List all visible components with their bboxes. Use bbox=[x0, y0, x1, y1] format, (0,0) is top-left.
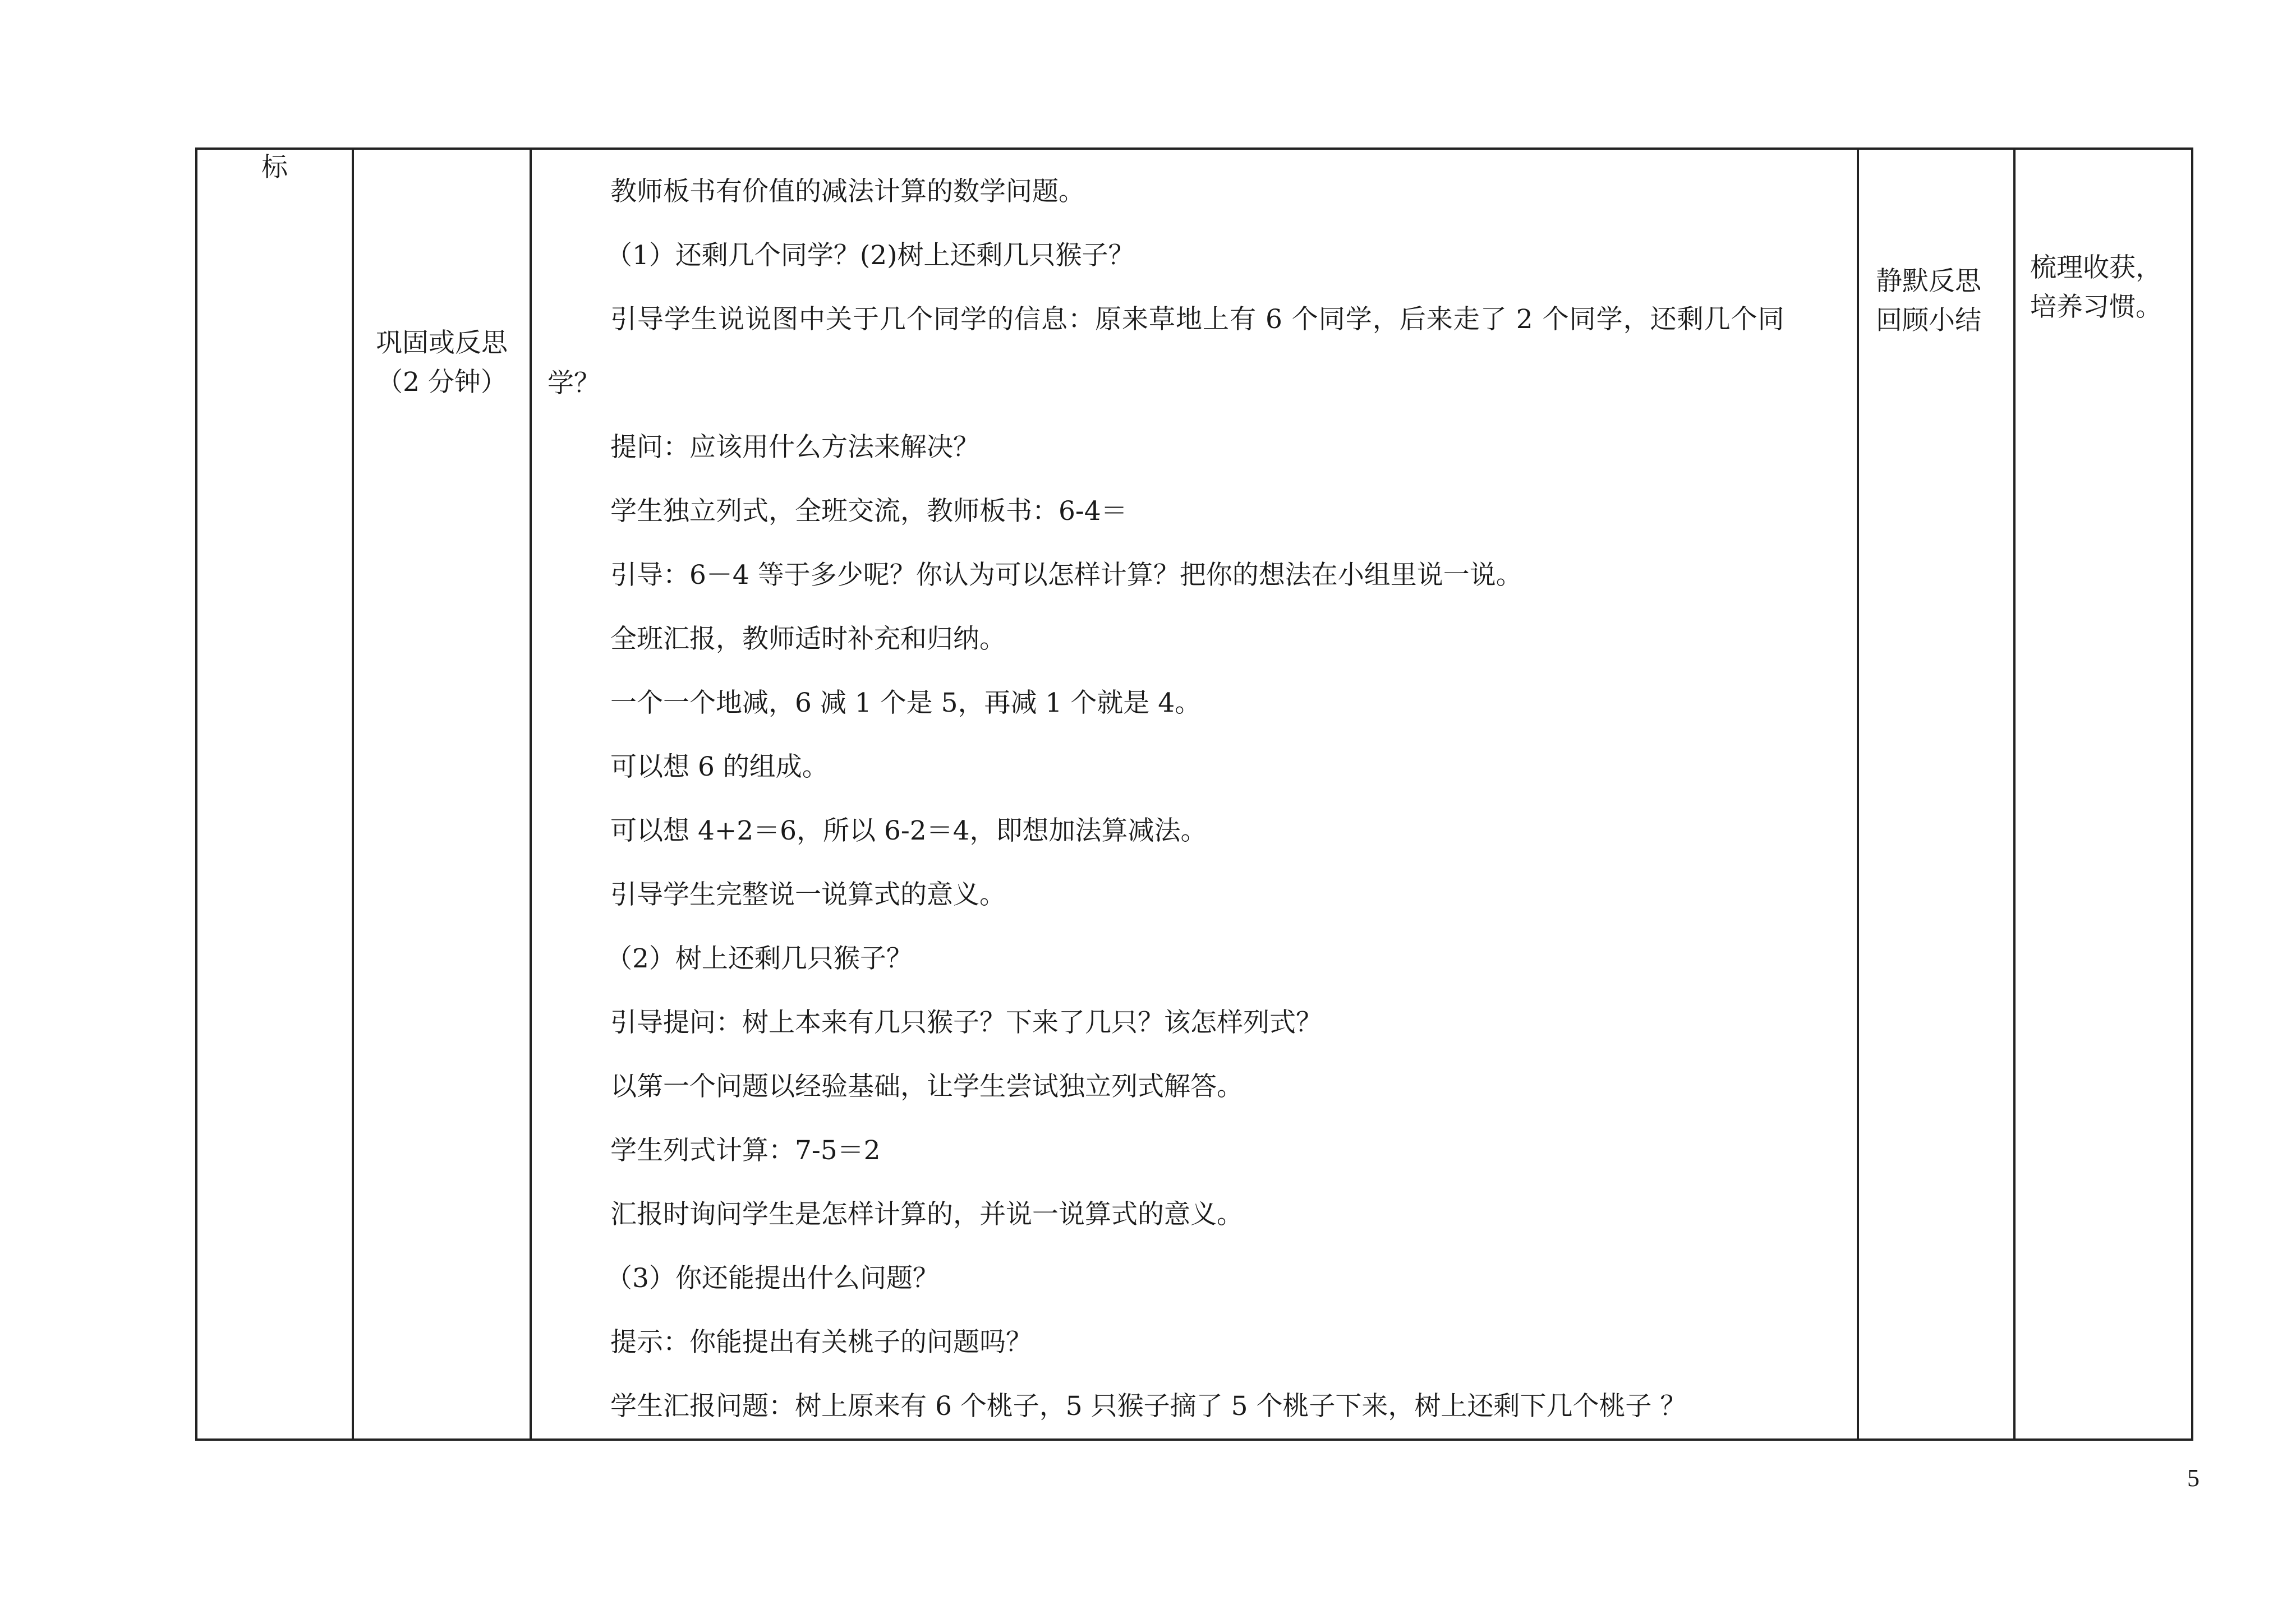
design-intent-line: 梳理收获， bbox=[2030, 252, 2162, 283]
content-paragraph bbox=[547, 288, 1846, 416]
content-line: 提问：应该用什么方法来解决？ bbox=[610, 432, 979, 463]
lesson-plan-table bbox=[195, 147, 2193, 1441]
stage-time: （2 分钟） bbox=[376, 367, 507, 398]
content-line: （1）还剩几个同学？(2)树上还剩几只猴子？ bbox=[606, 240, 1135, 271]
content-line: 引导：6－4 等于多少呢？你认为可以怎样计算？把你的想法在小组里说一说。 bbox=[610, 560, 1522, 591]
goal-label: 标 bbox=[261, 152, 288, 183]
design-intent bbox=[2016, 150, 2191, 327]
content-line: （2）树上还剩几只猴子？ bbox=[606, 943, 913, 974]
content-line: 学生汇报问题：树上原来有 6 个桃子，5 只猴子摘了 5 个桃子下来，树上还剩下几个桃子 ？ bbox=[610, 1391, 1687, 1422]
student-activity-line: 回顾小结 bbox=[1876, 305, 1981, 336]
content-line: 学？ bbox=[547, 368, 600, 399]
stage-cell bbox=[353, 149, 531, 1440]
content-line: 全班汇报，教师适时补充和归纳。 bbox=[610, 624, 1006, 654]
content-line: 引导提问：树上本来有几只猴子？下来了几只？该怎样列式？ bbox=[610, 1007, 1322, 1038]
page-number: 5 bbox=[2187, 1464, 2200, 1492]
content-line: 学生独立列式，全班交流，教师板书：6-4＝ bbox=[610, 496, 1128, 527]
teaching-content bbox=[532, 150, 1857, 1438]
content-line: 以第一个问题以经验基础，让学生尝试独立列式解答。 bbox=[610, 1071, 1243, 1102]
stage-title: 巩固或反思 bbox=[376, 328, 508, 358]
content-line: 可以想 6 的组成。 bbox=[610, 751, 829, 782]
content-line: 教师板书有价值的减法计算的数学问题。 bbox=[610, 176, 1085, 207]
content-line: 可以想 4+2＝6，所以 6-2＝4，即想加法算减法。 bbox=[610, 815, 1207, 846]
content-line: 提示：你能提出有关桃子的问题吗？ bbox=[610, 1327, 1032, 1358]
content-line: 一个一个地减，6 减 1 个是 5，再减 1 个就是 4。 bbox=[610, 688, 1202, 718]
content-line: 学生列式计算：7-5＝2 bbox=[610, 1135, 881, 1166]
content-line: 汇报时询问学生是怎样计算的，并说一说算式的意义。 bbox=[610, 1199, 1243, 1230]
student-activity bbox=[1859, 150, 2013, 340]
goal-label-cell bbox=[196, 149, 353, 1440]
content-line: 引导学生完整说一说算式的意义。 bbox=[610, 879, 1006, 910]
design-intent-line: 培养习惯。 bbox=[2030, 292, 2162, 322]
stage-block bbox=[354, 150, 530, 402]
design-intent-cell bbox=[2014, 149, 2192, 1440]
content-line: 引导学生说说图中关于几个同学的信息：原来草地上有 6 个同学，后来走了 2 个同学，还剩几个同 bbox=[610, 304, 1785, 335]
content-line: （3）你还能提出什么问题？ bbox=[606, 1263, 939, 1294]
student-activity-cell bbox=[1858, 149, 2014, 1440]
teaching-content-cell bbox=[531, 149, 1858, 1440]
table-row bbox=[196, 149, 2192, 1440]
student-activity-line: 静默反思 bbox=[1876, 266, 1981, 297]
